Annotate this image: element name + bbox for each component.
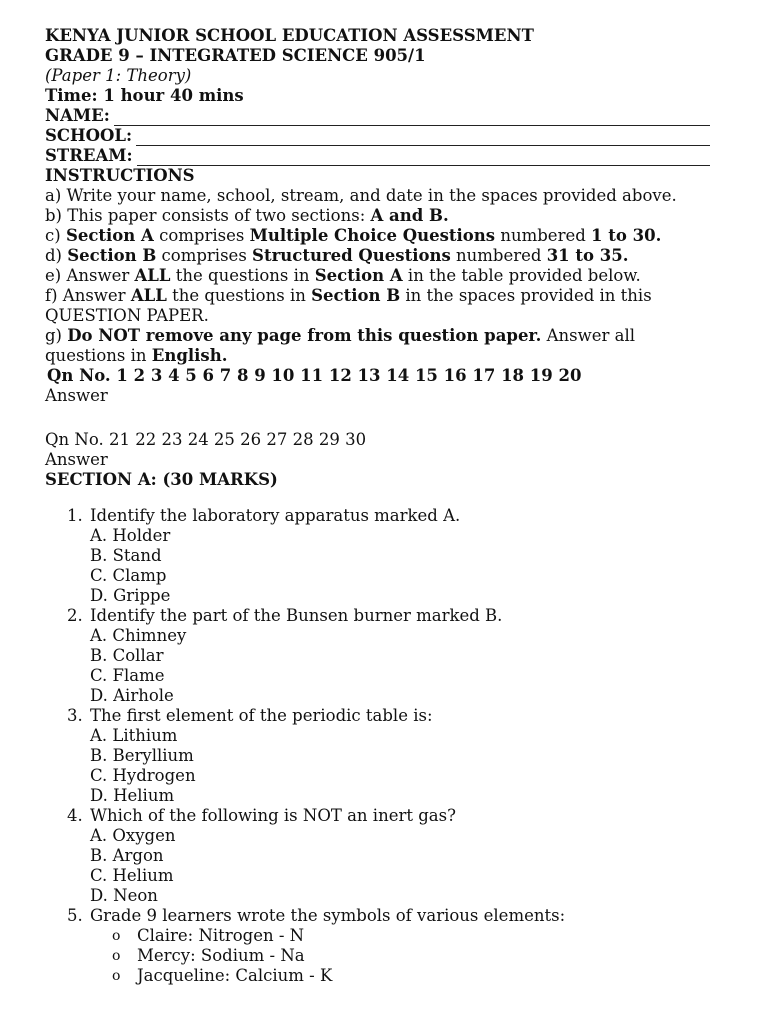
- answer-option[interactable]: A. Lithium: [90, 726, 178, 745]
- instruction-f-line2: QUESTION PAPER.: [45, 306, 209, 325]
- question-number: 4.: [67, 806, 83, 825]
- answer-option[interactable]: D. Helium: [90, 786, 175, 805]
- instruction-g-prefix: g): [45, 326, 68, 345]
- instruction-b-bold: A and B.: [370, 206, 449, 225]
- question-number: 1.: [67, 506, 83, 525]
- section-a-heading: SECTION A: (30 MARKS): [45, 470, 278, 489]
- answer-option[interactable]: C. Clamp: [90, 566, 167, 585]
- instruction-f-prefix: f) Answer: [45, 286, 131, 305]
- instruction-b-text: b) This paper consists of two sections:: [45, 206, 371, 225]
- question-5: [45, 906, 710, 926]
- question-3: [45, 706, 710, 726]
- section-a-spacer: [45, 490, 710, 506]
- instruction-c: [45, 226, 710, 246]
- question-2: [45, 606, 710, 626]
- question-number: 3.: [67, 706, 83, 725]
- instruction-c-mid: comprises: [153, 226, 250, 245]
- instruction-g-post: Answer all: [541, 326, 636, 345]
- instruction-g-line2: [45, 346, 710, 366]
- school-blank-line[interactable]: [136, 131, 710, 146]
- school-label: SCHOOL:: [45, 126, 133, 145]
- bullet-item: [45, 926, 710, 946]
- answer-option[interactable]: C. Flame: [90, 666, 165, 685]
- bullet-text: Claire: Nitrogen - N: [137, 926, 305, 945]
- answer-grid-gap: [45, 406, 710, 430]
- answer-option[interactable]: C. Helium: [90, 866, 174, 885]
- bullet-text: Mercy: Sodium - Na: [137, 946, 305, 965]
- instruction-d-bold3: 31 to 35.: [546, 246, 629, 265]
- instruction-d-bold1: Section B: [67, 246, 157, 265]
- stream-field[interactable]: [45, 146, 710, 166]
- question-number: 5.: [67, 906, 83, 925]
- bullet-marker-icon: o: [112, 968, 121, 984]
- instruction-c-bold2: Multiple Choice Questions: [249, 226, 496, 245]
- question-text: Identify the laboratory apparatus marked A.: [90, 506, 461, 525]
- instruction-d-prefix: d): [45, 246, 68, 265]
- instruction-e-prefix: e) Answer: [45, 266, 135, 285]
- question-text: Identify the part of the Bunsen burner marked B.: [90, 606, 503, 625]
- instruction-g: [45, 326, 710, 346]
- bullet-marker-icon: o: [112, 948, 121, 964]
- answer-option[interactable]: B. Collar: [90, 646, 164, 665]
- stream-label: STREAM:: [45, 146, 133, 165]
- bullet-text: Jacqueline: Calcium - K: [137, 966, 333, 985]
- answer-grid-row2-qn: Qn No. 21 22 23 24 25 26 27 28 29 30: [45, 430, 367, 449]
- instruction-f-bold1: ALL: [130, 286, 167, 305]
- answer-grid-row1-qn: Qn No. 1 2 3 4 5 6 7 8 9 10 11 12 13 14 15 16 17 18 19 20: [47, 366, 582, 385]
- question-text: Grade 9 learners wrote the symbols of various elements:: [90, 906, 566, 925]
- instruction-c-bold1: Section A: [65, 226, 154, 245]
- instruction-d-mid2: numbered: [450, 246, 547, 265]
- question-number: 2.: [67, 606, 83, 625]
- instruction-c-bold3: 1 to 30.: [591, 226, 662, 245]
- instruction-d: [45, 246, 710, 266]
- answer-option[interactable]: B. Argon: [90, 846, 164, 865]
- question-text: The first element of the periodic table is:: [90, 706, 433, 725]
- instruction-d-mid: comprises: [156, 246, 253, 265]
- instruction-d-bold2: Structured Questions: [252, 246, 451, 265]
- answer-option[interactable]: B. Beryllium: [90, 746, 194, 765]
- instruction-g-line2-text: questions in: [45, 346, 152, 365]
- answer-grid-row1-answer: Answer: [45, 386, 108, 405]
- instruction-g-bold: Do NOT remove any page from this question paper.: [67, 326, 542, 345]
- answer-option[interactable]: D. Grippe: [90, 586, 171, 605]
- answer-option[interactable]: A. Chimney: [90, 626, 187, 645]
- bullet-item: [45, 966, 710, 986]
- instruction-g-line2-bold: English.: [151, 346, 228, 365]
- answer-option[interactable]: D. Neon: [90, 886, 158, 905]
- question-1: [45, 506, 710, 526]
- answer-option[interactable]: A. Oxygen: [90, 826, 176, 845]
- time-allowed: Time: 1 hour 40 mins: [45, 86, 244, 105]
- instruction-e-mid: the questions in: [170, 266, 315, 285]
- instruction-c-prefix: c): [45, 226, 66, 245]
- exam-page: [45, 26, 710, 986]
- name-field[interactable]: [45, 106, 710, 126]
- instruction-f: [45, 286, 710, 306]
- instruction-a: a) Write your name, school, stream, and date in the spaces provided above.: [45, 186, 677, 205]
- answer-option[interactable]: A. Holder: [90, 526, 171, 545]
- instruction-e: [45, 266, 710, 286]
- paper-label: (Paper 1: Theory): [45, 66, 192, 85]
- name-blank-line[interactable]: [114, 111, 710, 126]
- instruction-f-post: in the spaces provided in this: [400, 286, 652, 305]
- exam-subject: GRADE 9 – INTEGRATED SCIENCE 905/1: [45, 46, 426, 65]
- instruction-e-bold2: Section A: [314, 266, 403, 285]
- question-4: [45, 806, 710, 826]
- answer-option[interactable]: D. Airhole: [90, 686, 174, 705]
- answer-grid-row2-answer: Answer: [45, 450, 108, 469]
- exam-title: KENYA JUNIOR SCHOOL EDUCATION ASSESSMENT: [45, 26, 534, 45]
- stream-blank-line[interactable]: [137, 151, 710, 166]
- instruction-f-mid: the questions in: [166, 286, 312, 305]
- instruction-e-post: in the table provided below.: [402, 266, 641, 285]
- question-text: Which of the following is NOT an inert gas?: [90, 806, 456, 825]
- school-field[interactable]: [45, 126, 710, 146]
- answer-option[interactable]: C. Hydrogen: [90, 766, 196, 785]
- bullet-marker-icon: o: [112, 928, 121, 944]
- answer-option[interactable]: B. Stand: [90, 546, 162, 565]
- instruction-c-mid2: numbered: [495, 226, 592, 245]
- questions-list: [45, 506, 710, 986]
- instructions-heading: INSTRUCTIONS: [45, 166, 195, 185]
- name-label: NAME:: [45, 106, 110, 125]
- instruction-b: [45, 206, 710, 226]
- bullet-item: [45, 946, 710, 966]
- instruction-e-bold1: ALL: [134, 266, 171, 285]
- instruction-f-bold2: Section B: [311, 286, 401, 305]
